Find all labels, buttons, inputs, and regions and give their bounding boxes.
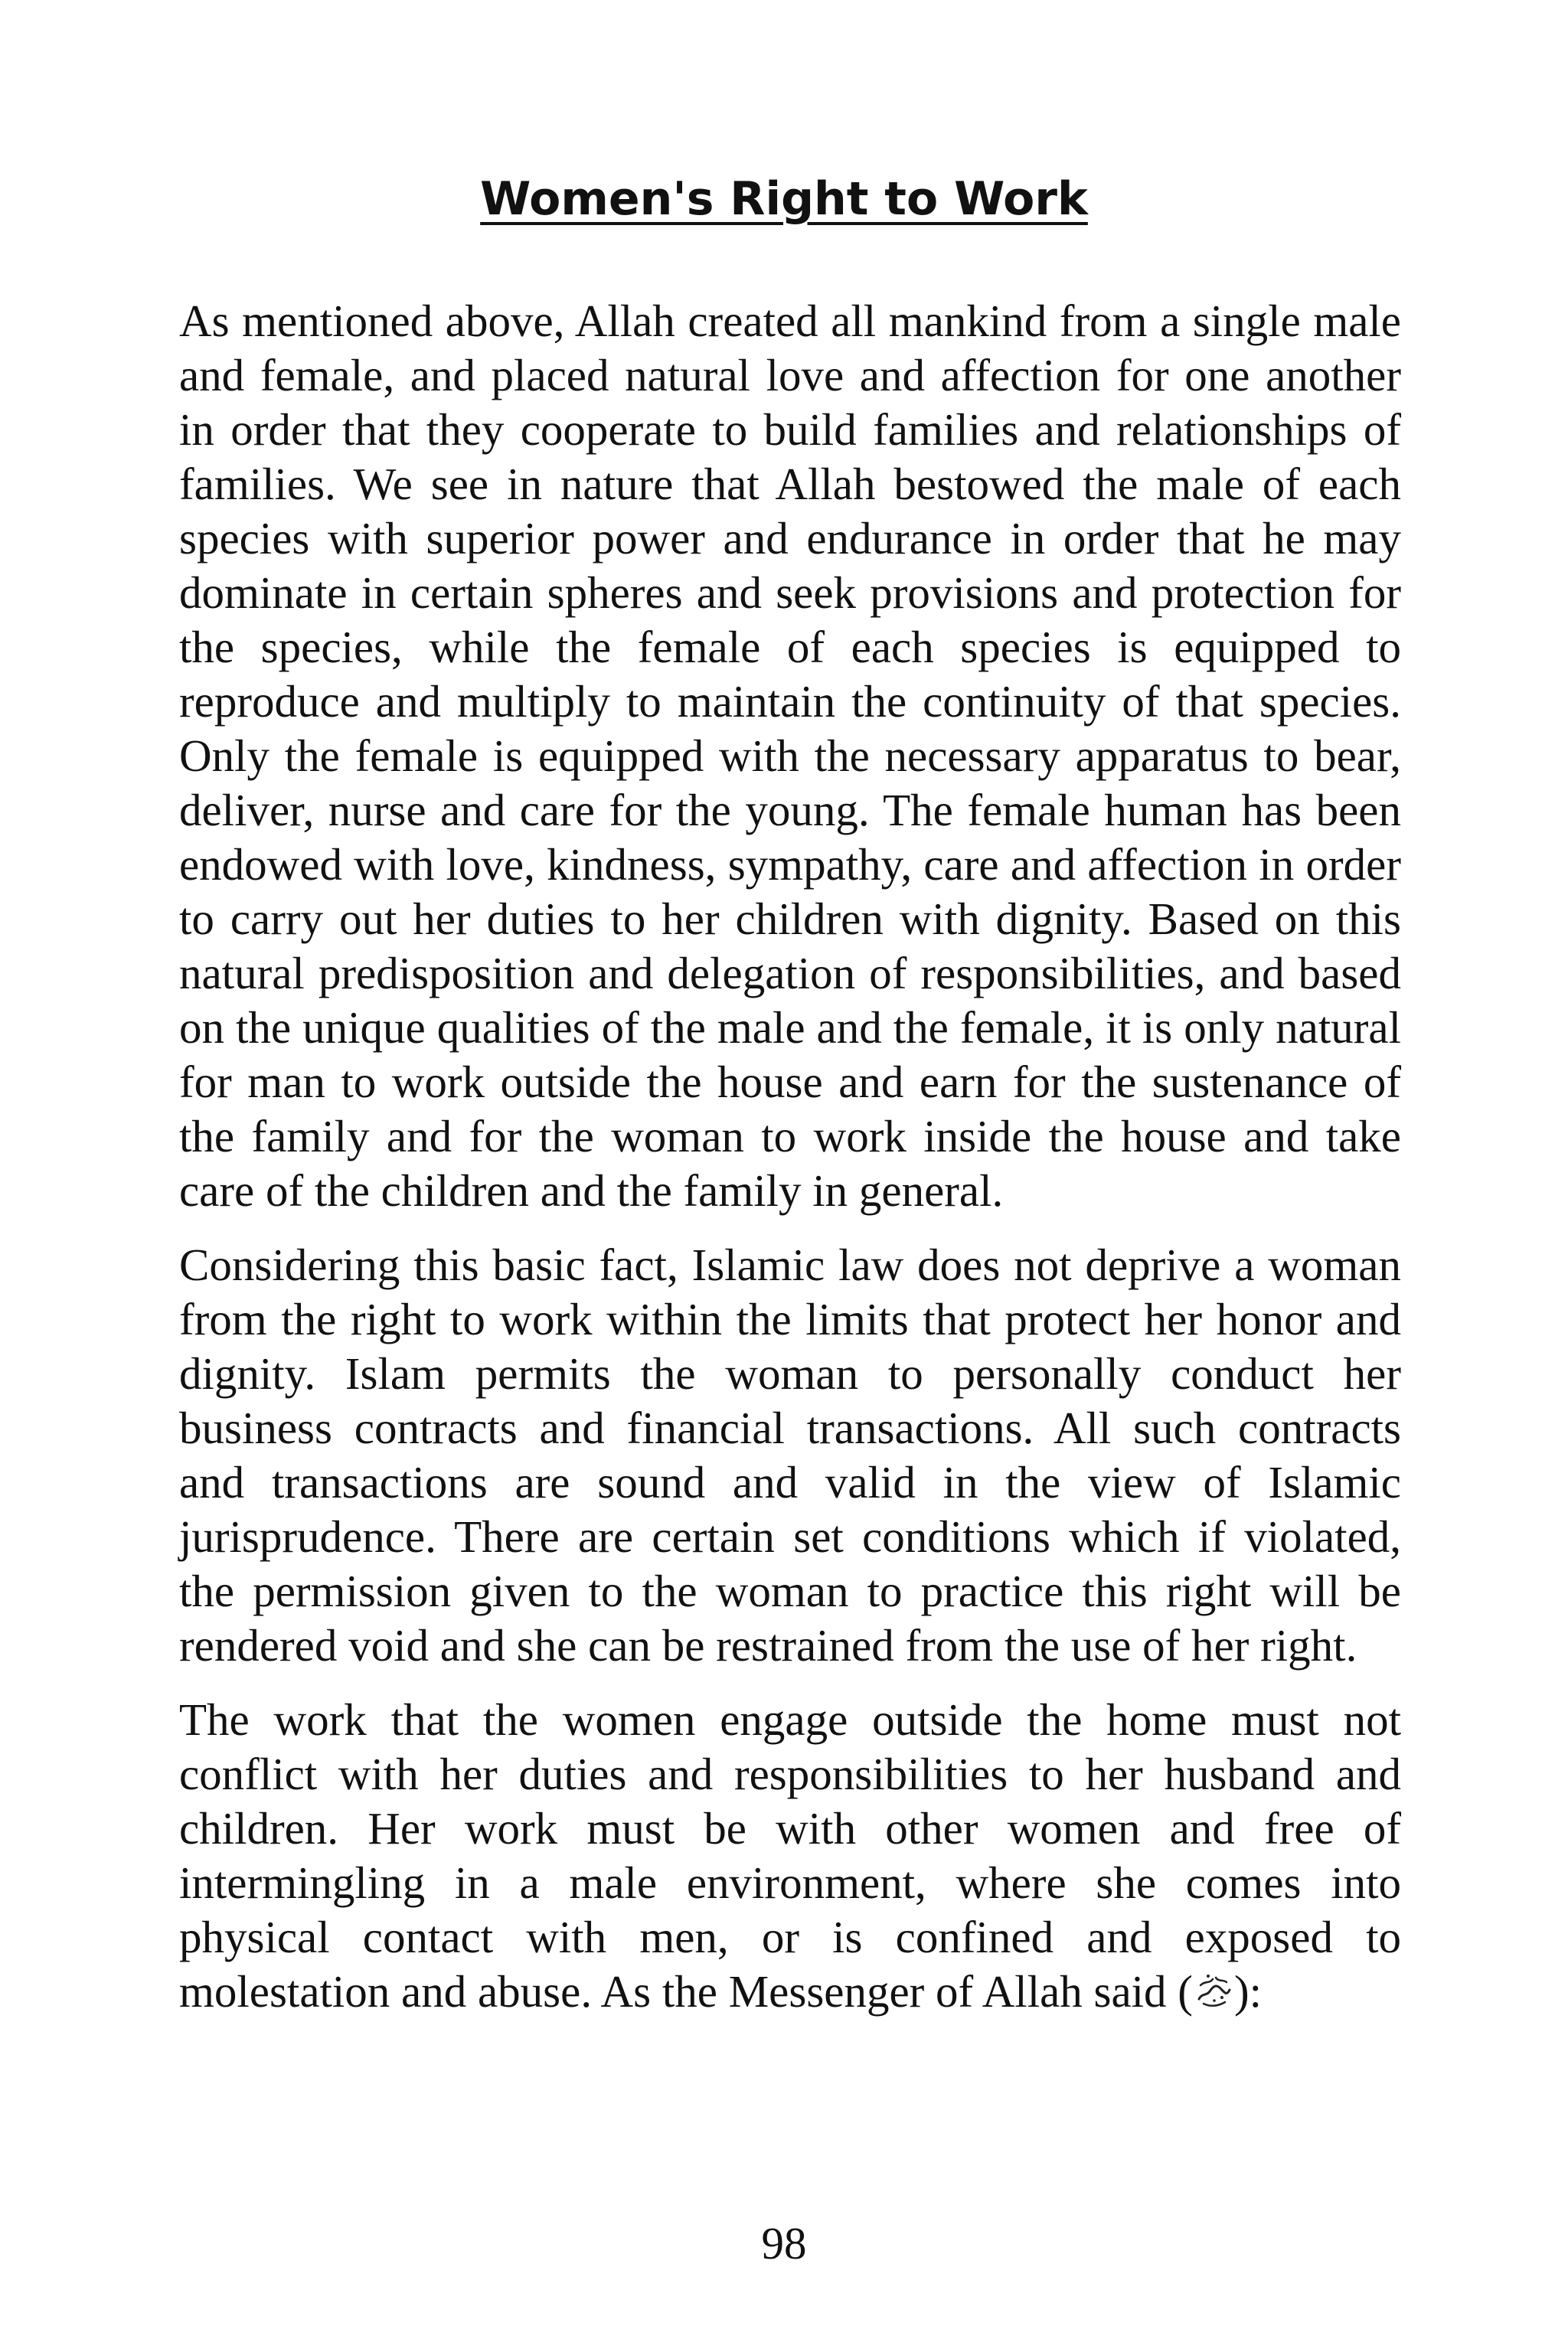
paragraph-1: As mentioned above, Allah created all mankind from a single male and female, and placed natural love and affection for one another in order that they cooperate to build families and relationships of families. We see in nature that Allah bestowed the male of each species with superior power and endurance in order that he may dominate in certain spheres and seek provisions and protection for the species, while the female of each species is equipped to reproduce and multiply to maintain the continuity of that species. Only the female is equipped with the necessary apparatus to bear, deliver, nurse and care for the young. The female human has been endowed with love, kindness, sympathy, care and affection in order to carry out her duties to her children with dignity. Based on this natural predisposition and delegation of responsibilities, and based on the unique qualities of the male and the female, it is only natural for man to work outside the house and earn for the sustenance of the family and for the woman to work inside the house and take care of the children and the family in general. [179,296,1401,1216]
salawat-calligraphy-icon [1193,1970,1234,2011]
page-title: Women's Right to Work [480,172,1088,226]
body-text [179,294,1401,2039]
paragraph-2: Considering this basic fact, Islamic law does not deprive a woman from the right to work within the limits that protect her honor and dignity. Islam permits the woman to personally conduct her business contracts and financial transactions. All such contracts and transactions are sound and valid in the view of Islamic jurisprudence. There are certain set conditions which if violated, the permission given to the woman to practice this right will be rendered void and she can be restrained from the use of her right. [179,1240,1401,1671]
page-number: 98 [761,2218,807,2269]
paragraph-3-text: The work that the women engage outside the home must not conflict with her duties and responsibilities to her husband and children. Her work must be with other women and free of intermingling in a male environment, where she comes into physical contact with men, or is confined and exposed to molestation and abuse. As the Messenger of Allah said ( [179,1694,1401,2017]
paragraph-3-closing: ): [1233,1966,1263,2017]
paragraph-3 [179,1693,1401,2019]
